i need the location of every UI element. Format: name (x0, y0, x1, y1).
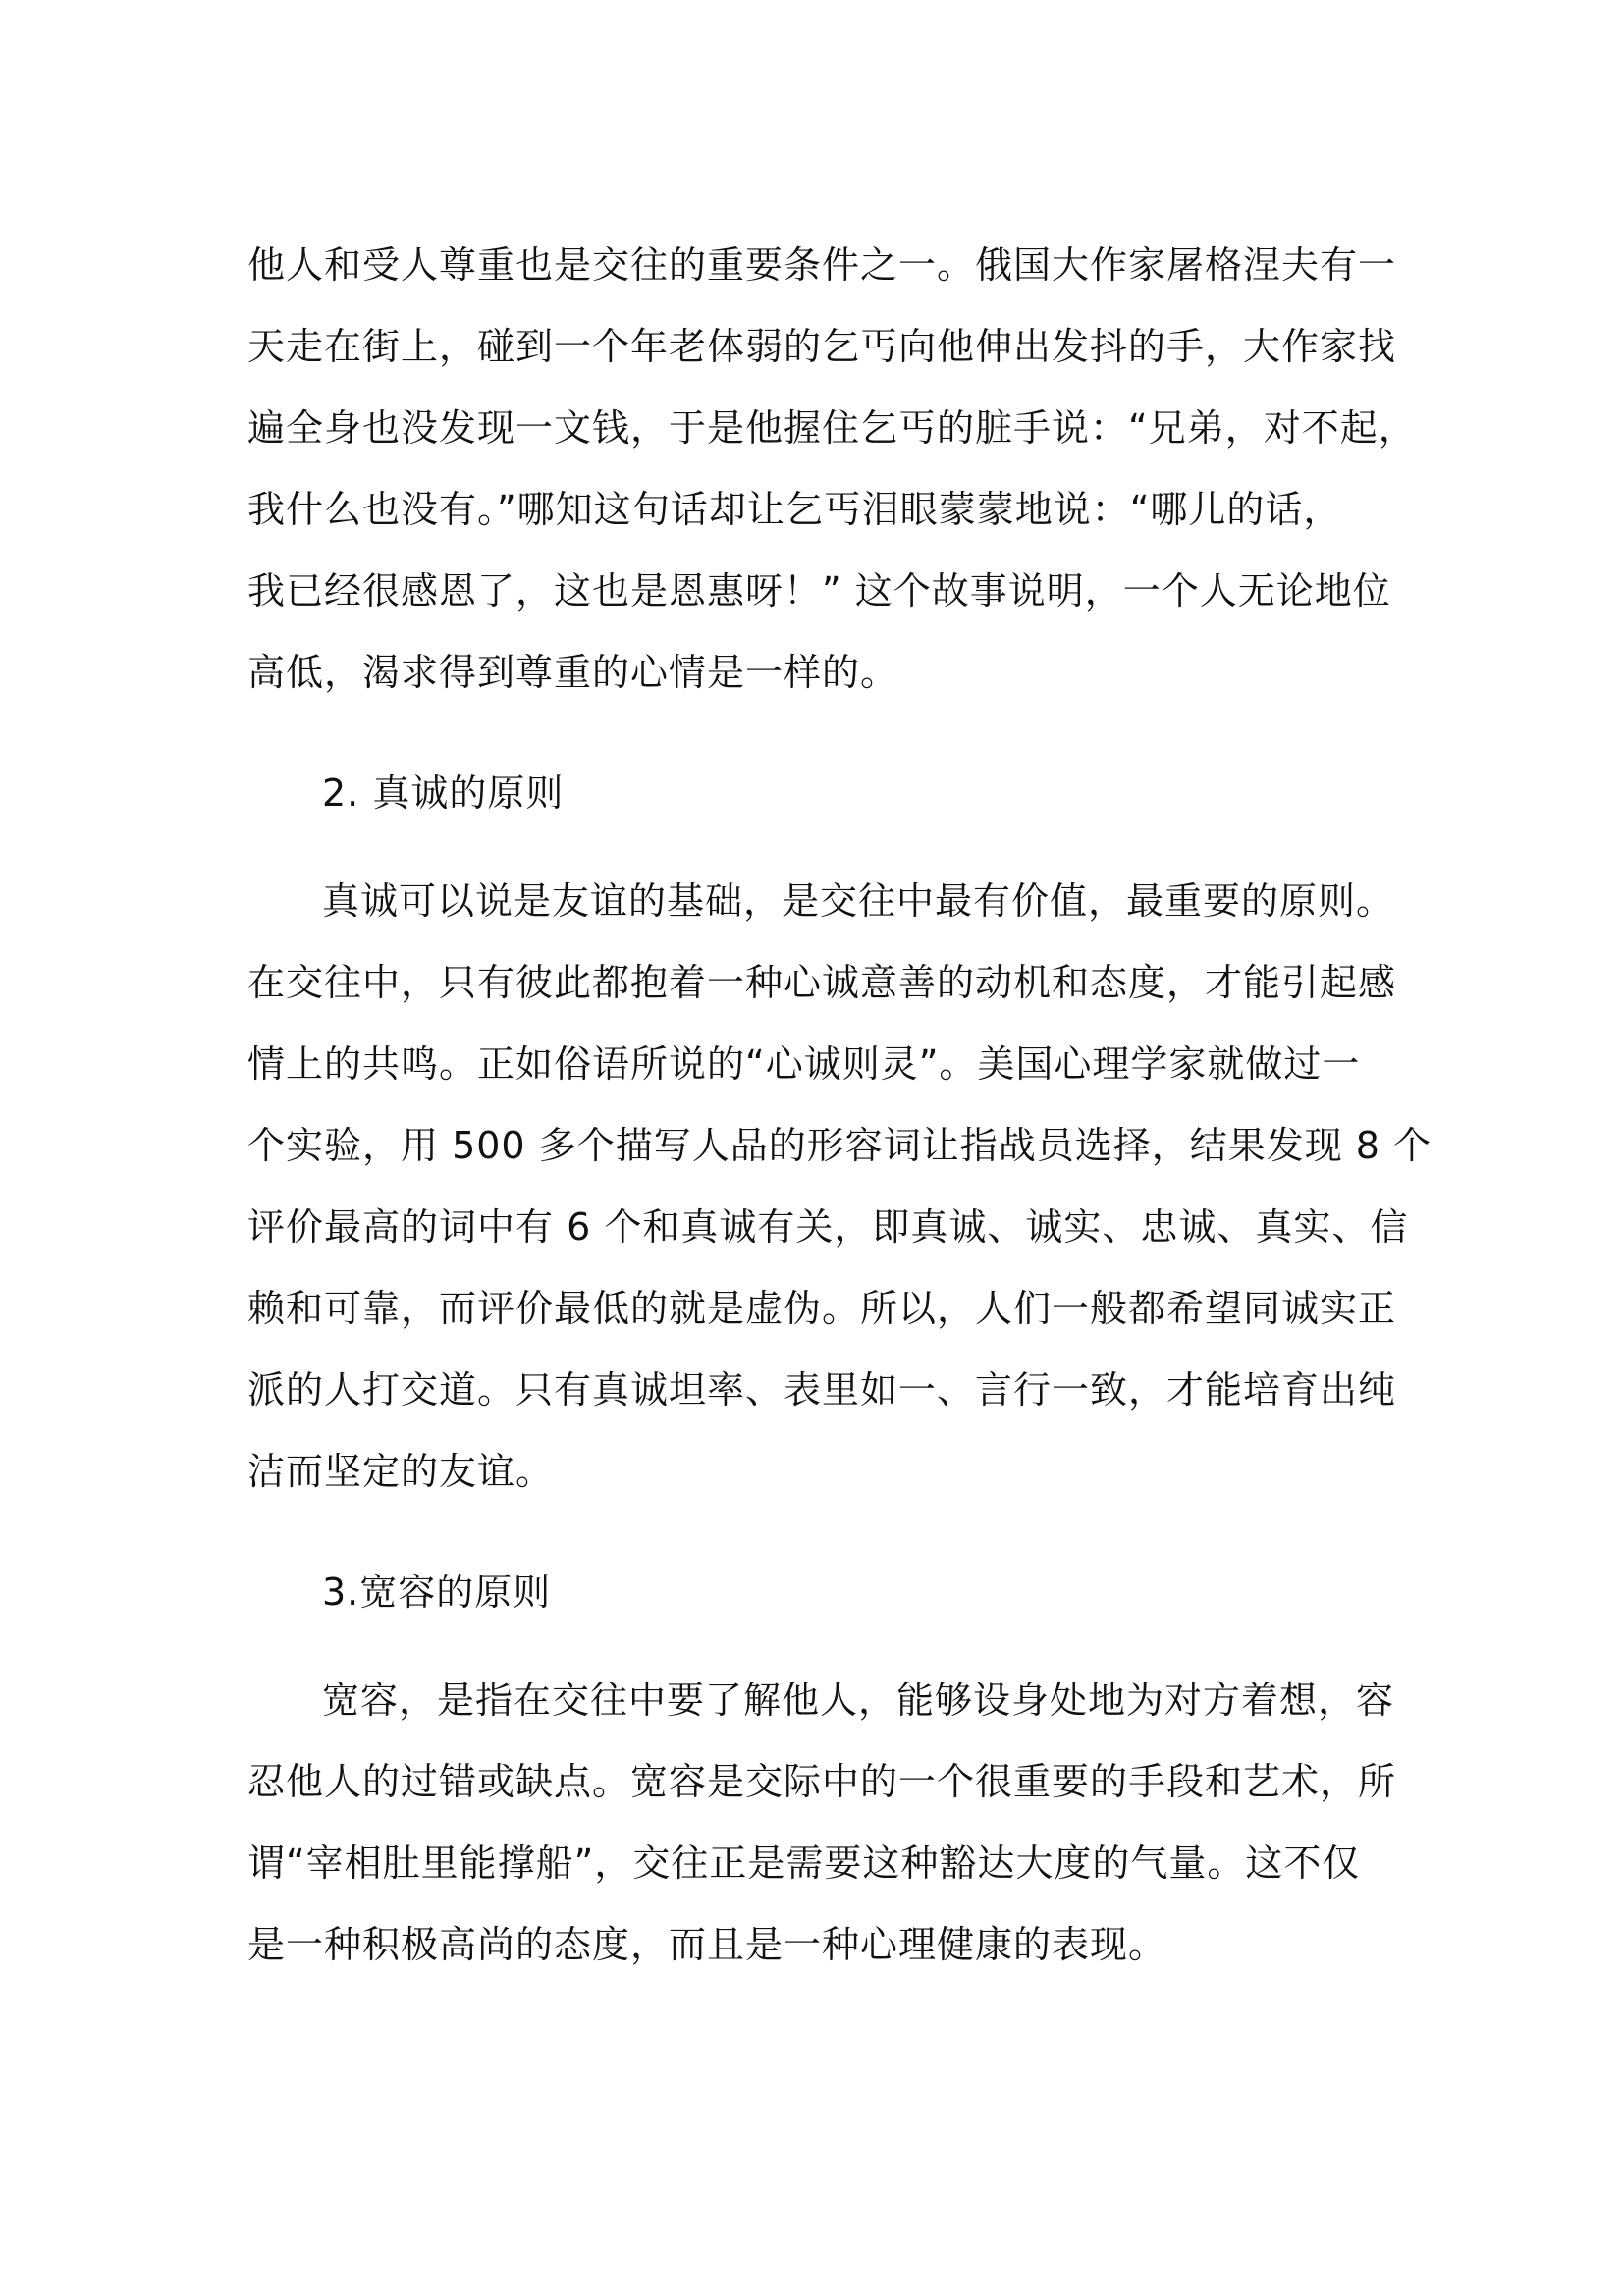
paragraph-2-line-4: 个实验，用 500 多个描写人品的形容词让指战员选择，结果发现 8 个 (247, 1124, 1433, 1167)
section-heading-tolerance: 3.宽容的原则 (322, 1571, 552, 1614)
paragraph-1-line-4: 我什么也没有。”哪知这句话却让乞丐泪眼蒙蒙地说：“哪儿的话， (247, 488, 1342, 531)
paragraph-3-line-1: 宽容，是指在交往中要了解他人，能够设身处地为对方着想，容 (322, 1679, 1395, 1722)
paragraph-2-line-6: 赖和可靠，而评价最低的就是虚伪。所以，人们一般都希望同诚实正 (247, 1287, 1397, 1330)
paragraph-1-line-6: 高低，渴求得到尊重的心情是一样的。 (247, 651, 899, 694)
paragraph-3-line-4: 是一种积极高尚的态度，而且是一种心理健康的表现。 (247, 1923, 1167, 1966)
paragraph-2-line-8: 洁而坚定的友谊。 (247, 1450, 555, 1493)
paragraph-2-line-5: 评价最高的词中有 6 个和真诚有关，即真诚、诚实、忠诚、真实、信 (247, 1205, 1409, 1249)
paragraph-1-line-5: 我已经很感恩了，这也是恩惠呀！” 这个故事说明，一个人无论地位 (247, 569, 1391, 613)
paragraph-2-line-1: 真诚可以说是友谊的基础，是交往中最有价值，最重要的原则。 (322, 880, 1395, 923)
paragraph-3-line-2: 忍他人的过错或缺点。宽容是交际中的一个很重要的手段和艺术，所 (247, 1760, 1397, 1803)
paragraph-1-line-3: 遍全身也没发现一文钱，于是他握住乞丐的脏手说：“兄弟，对不起， (247, 406, 1417, 450)
section-heading-sincerity: 2. 真诚的原则 (322, 772, 565, 815)
paragraph-2-line-7: 派的人打交道。只有真诚坦率、表里如一、言行一致，才能培育出纯 (247, 1368, 1397, 1412)
paragraph-1-line-2: 天走在街上，碰到一个年老体弱的乞丐向他伸出发抖的手，大作家找 (247, 325, 1397, 368)
paragraph-3-line-3: 谓“宰相肚里能撑船”，交往正是需要这种豁达大度的气量。这不仅 (247, 1842, 1361, 1885)
paragraph-2-line-3: 情上的共鸣。正如俗语所说的“心诚则灵”。美国心理学家就做过一 (247, 1042, 1361, 1086)
paragraph-2-line-2: 在交往中，只有彼此都抱着一种心诚意善的动机和态度，才能引起感 (247, 961, 1397, 1004)
paragraph-1-line-1: 他人和受人尊重也是交往的重要条件之一。俄国大作家屠格涅夫有一 (247, 243, 1397, 287)
